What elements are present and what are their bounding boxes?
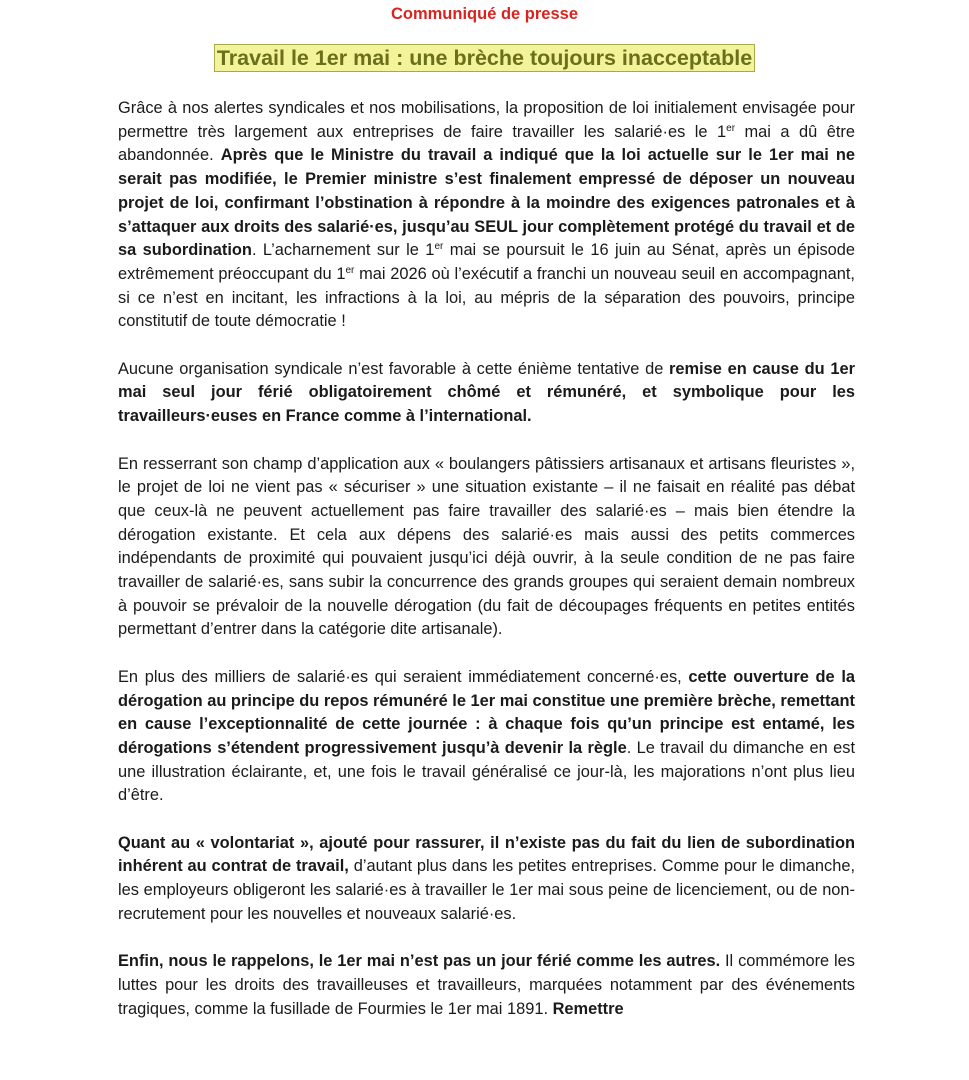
emphasized-text: cette ouverture de la dérogation au principe du repos rémunéré le 1er mai constitue une première brèche, remettant en cause l’exceptionnalité de cette journée : à chaque fois qu’un principe est entamé, les dérogations s’étendent progressivement jusqu’à devenir la règle <box>118 667 855 757</box>
body-paragraph <box>118 666 855 808</box>
paragraph-text: En plus des milliers de salarié·es qui seraient immédiatement concerné·es, <box>118 667 689 686</box>
paragraph-text: Aucune organisation syndicale n’est favorable à cette énième tentative de <box>118 359 670 378</box>
body-paragraph <box>118 950 855 1021</box>
paragraph-text: . Le travail du dimanche en est une illustration éclairante, et, une fois le travail généralisé ce jour-là, les majorations n’ont plus lieu d’être. <box>118 738 855 805</box>
paragraph-text: mai 2026 où l’exécutif a franchi un nouveau seuil en accompagnant, si ce n’est en incitant, les infractions à la loi, au mépris de la séparation des pouvoirs, principe constitutif de toute démocratie ! <box>118 264 855 331</box>
paragraph-text: Grâce à nos alertes syndicales et nos mobilisations, la proposition de loi initialement envisagée pour permettre très largement aux entreprises de faire travailler les salarié·es le 1 <box>118 99 855 141</box>
paragraph-text: . L’acharnement sur le 1 <box>251 241 435 260</box>
emphasized-text: Enfin, nous le rappelons, le 1er mai n’est pas un jour férié comme les autres. <box>118 952 721 971</box>
title-wrapper <box>0 44 969 72</box>
document-title: Travail le 1er mai : une brèche toujours inacceptable <box>214 44 755 72</box>
ordinal-superscript: er <box>345 264 355 276</box>
body-paragraph <box>118 832 855 927</box>
paragraph-text: En resserrant son champ d’application aux « boulangers pâtissiers artisanaux et artisans fleuristes », le projet de loi ne vient pas « sécuriser » une situation existante – il ne faisait en réalité pas débat que ceux-là ne peuvent actuellement pas faire travailler des salarié·es – mais bien étendre la dérogation existante. Et cela aux dépens des salarié·es mais aussi des petits commerces indépendants de proximité qui pouvaient jusqu’ici déjà ouvrir, à la seule condition de ne pas faire travailler de salarié·es, sans subir la concurrence des grands groupes qui seraient demain nombreux à pouvoir se prévaloir de la nouvelle dérogation (du fait de découpages fréquents en petites entités permettant d’entrer dans la catégorie dite artisanale). <box>118 454 855 639</box>
emphasized-text: Quant au « volontariat », ajouté pour rassurer, il n’existe pas du fait du lien de subordination inhérent au contrat de travail, <box>118 833 855 876</box>
paragraph-text: d’autant plus dans les petites entreprises. Comme pour le dimanche, les employeurs obligeront les salarié·es à travailler le 1er mai sous peine de licenciement, ou de non-recrutement pour les nouvelles et nouveaux salarié·es. <box>118 857 855 923</box>
body-paragraph <box>118 453 855 643</box>
emphasized-text: Remettre <box>552 999 624 1018</box>
ordinal-superscript: er <box>726 122 736 134</box>
paragraph-text: Il commémore les luttes pour les droits des travailleuses et travailleurs, marquées notamment par des événements tragiques, comme la fusillade de Fourmies le 1er mai 1891. <box>118 952 855 1018</box>
body-paragraph <box>118 97 855 334</box>
paragraph-text: mai se poursuit le 16 juin au Sénat, après un épisode extrêmement préoccupant du 1 <box>118 241 856 283</box>
emphasized-text: remise en cause du 1er mai seul jour férié obligatoirement chômé et rémunéré, et symbolique pour les travailleurs·euses en France comme à l’international. <box>118 359 855 426</box>
document-type-label: Communiqué de presse <box>390 5 579 23</box>
document-body <box>118 97 855 1045</box>
emphasized-text: Après que le Ministre du travail a indiqué que la loi actuelle sur le 1er mai ne serait pas modifiée, le Premier ministre s’est finalement empressé de déposer un nouveau projet de loi, confirmant l’obstination à répondre à la moindre des exigences patronales et à s’attaquer aux droits des salarié·es, jusqu’au SEUL jour complètement protégé du travail et de sa subordination <box>118 146 855 260</box>
paragraph-text: mai a dû être abandonnée. <box>118 122 855 165</box>
ordinal-superscript: er <box>434 241 444 253</box>
body-paragraph <box>118 358 855 429</box>
